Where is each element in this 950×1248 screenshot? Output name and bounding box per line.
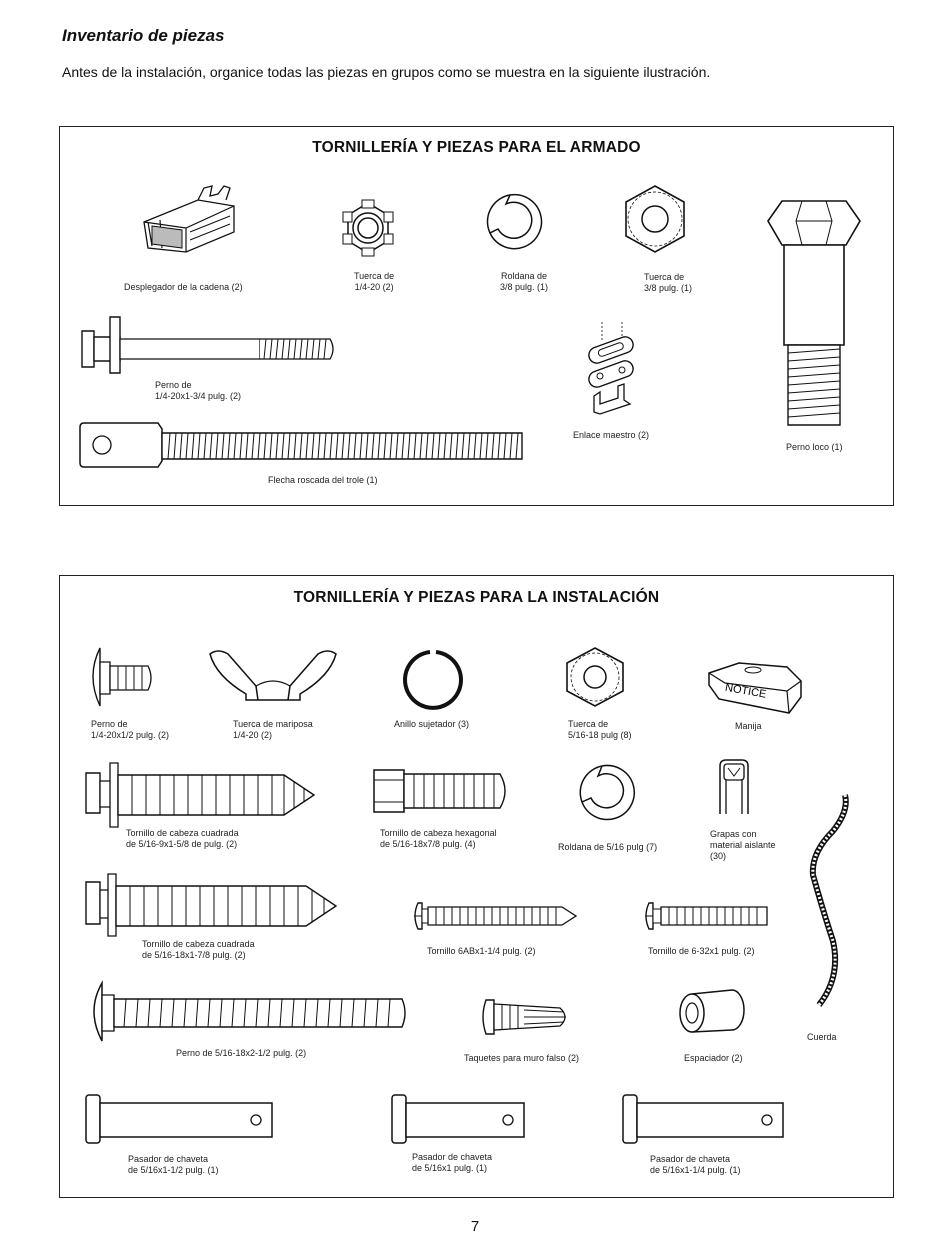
wing-nut-icon: [208, 646, 338, 704]
chain-spreader-icon: [138, 182, 248, 267]
handle-notice-text: NOTICE: [724, 681, 768, 701]
installation-title: TORNILLERÍA Y PIEZAS PARA LA INSTALACIÓN: [293, 589, 660, 606]
idler-bolt-icon: [766, 197, 862, 437]
screw-6ab-icon: [412, 899, 582, 933]
hex-bolt-label: Perno de 1/4-20x1-3/4 pulg. (2): [155, 380, 242, 401]
screw-632-icon: [643, 899, 771, 933]
clevis-pin-1-icon: [84, 1093, 276, 1145]
anchors-label: Taquetes para muro falso (2): [464, 1053, 580, 1063]
handle-label: Manija: [735, 721, 762, 731]
lag-screw-2-icon: [84, 872, 344, 938]
installation-parts-panel: [59, 575, 894, 1198]
master-link-label: Enlace maestro (2): [573, 430, 650, 440]
carriage-bolt-small-label: Perno de 1/4-20x1/2 pulg. (2): [91, 719, 170, 740]
clevis-pin-3-label: Pasador de chaveta de 5/16x1-1/4 pulg. (1): [650, 1154, 741, 1175]
lag-screw-1-label: Tornillo de cabeza cuadrada de 5/16-9x1-5/8 de pulg. (2): [126, 828, 239, 849]
threaded-shaft-label: Flecha roscada del trole (1): [268, 475, 378, 485]
staples-label: Grapas con material aislante (30): [710, 829, 776, 861]
hex-nut-516-label: Tuerca de 5/16-18 pulg (8): [568, 719, 632, 740]
lag-screw-2-label: Tornillo de cabeza cuadrada de 5/16-18x1-7/8 pulg. (2): [142, 939, 255, 960]
chain-spreader-label: Desplegador de la cadena (2): [124, 282, 243, 292]
hex-nut-516-icon: [563, 646, 627, 708]
idler-bolt-label: Perno loco (1): [786, 442, 843, 452]
screw-632-label: Tornillo de 6-32x1 pulg. (2): [648, 946, 755, 956]
assembly-title: TORNILLERÍA Y PIEZAS PARA EL ARMADO: [312, 139, 641, 156]
washer-icon: [576, 762, 638, 824]
carriage-bolt-large-icon: [86, 981, 411, 1043]
clevis-pin-3-icon: [621, 1093, 787, 1145]
anchors-icon: [480, 998, 572, 1036]
rope-icon: [805, 791, 855, 1011]
hex-screw-icon: [372, 766, 512, 816]
carriage-bolt-large-label: Perno de 5/16-18x2-1/2 pulg. (2): [176, 1048, 307, 1058]
rope-label: Cuerda: [807, 1032, 837, 1042]
spacer-label: Espaciador (2): [684, 1053, 743, 1063]
clevis-pin-2-label: Pasador de chaveta de 5/16x1 pulg. (1): [412, 1152, 493, 1173]
section-heading: Inventario de piezas: [62, 26, 225, 45]
lock-washer-label: Roldana de 3/8 pulg. (1): [500, 271, 549, 292]
spacer-icon: [678, 986, 748, 1036]
hex-bolt-icon: [80, 317, 340, 377]
hex-nut-label: Tuerca de 3/8 pulg. (1): [644, 272, 693, 293]
assembly-parts-panel: [59, 126, 894, 506]
threaded-shaft-icon: [78, 421, 528, 469]
carriage-bolt-small-icon: [86, 646, 161, 708]
ring-fastener-label: Anillo sujetador (3): [394, 719, 470, 729]
wing-nut-label: Tuerca de mariposa 1/4-20 (2): [233, 719, 313, 740]
star-nut-label: Tuerca de 1/4-20 (2): [354, 271, 395, 292]
master-link-icon: [580, 322, 642, 422]
clevis-pin-2-icon: [390, 1093, 528, 1145]
page-number: 7: [470, 1218, 480, 1235]
lock-washer-icon: [482, 189, 548, 255]
clevis-pin-1-label: Pasador de chaveta de 5/16x1-1/2 pulg. (1): [128, 1154, 219, 1175]
hex-screw-label: Tornillo de cabeza hexagonal de 5/16-18x7/8 pulg. (4): [380, 828, 497, 849]
star-nut-icon: [340, 200, 396, 256]
screw-6ab-label: Tornillo 6ABx1-1/4 pulg. (2): [427, 946, 536, 956]
hex-nut-icon: [620, 184, 690, 254]
lag-screw-1-icon: [84, 761, 324, 829]
intro-text: Antes de la instalación, organice todas las piezas en grupos como se muestra en la siguiente ilustración.: [62, 64, 711, 80]
ring-fastener-icon: [402, 648, 464, 710]
washer-label: Roldana de 5/16 pulg (7): [558, 842, 658, 852]
handle-icon: [705, 661, 805, 717]
staples-icon: [714, 758, 754, 816]
